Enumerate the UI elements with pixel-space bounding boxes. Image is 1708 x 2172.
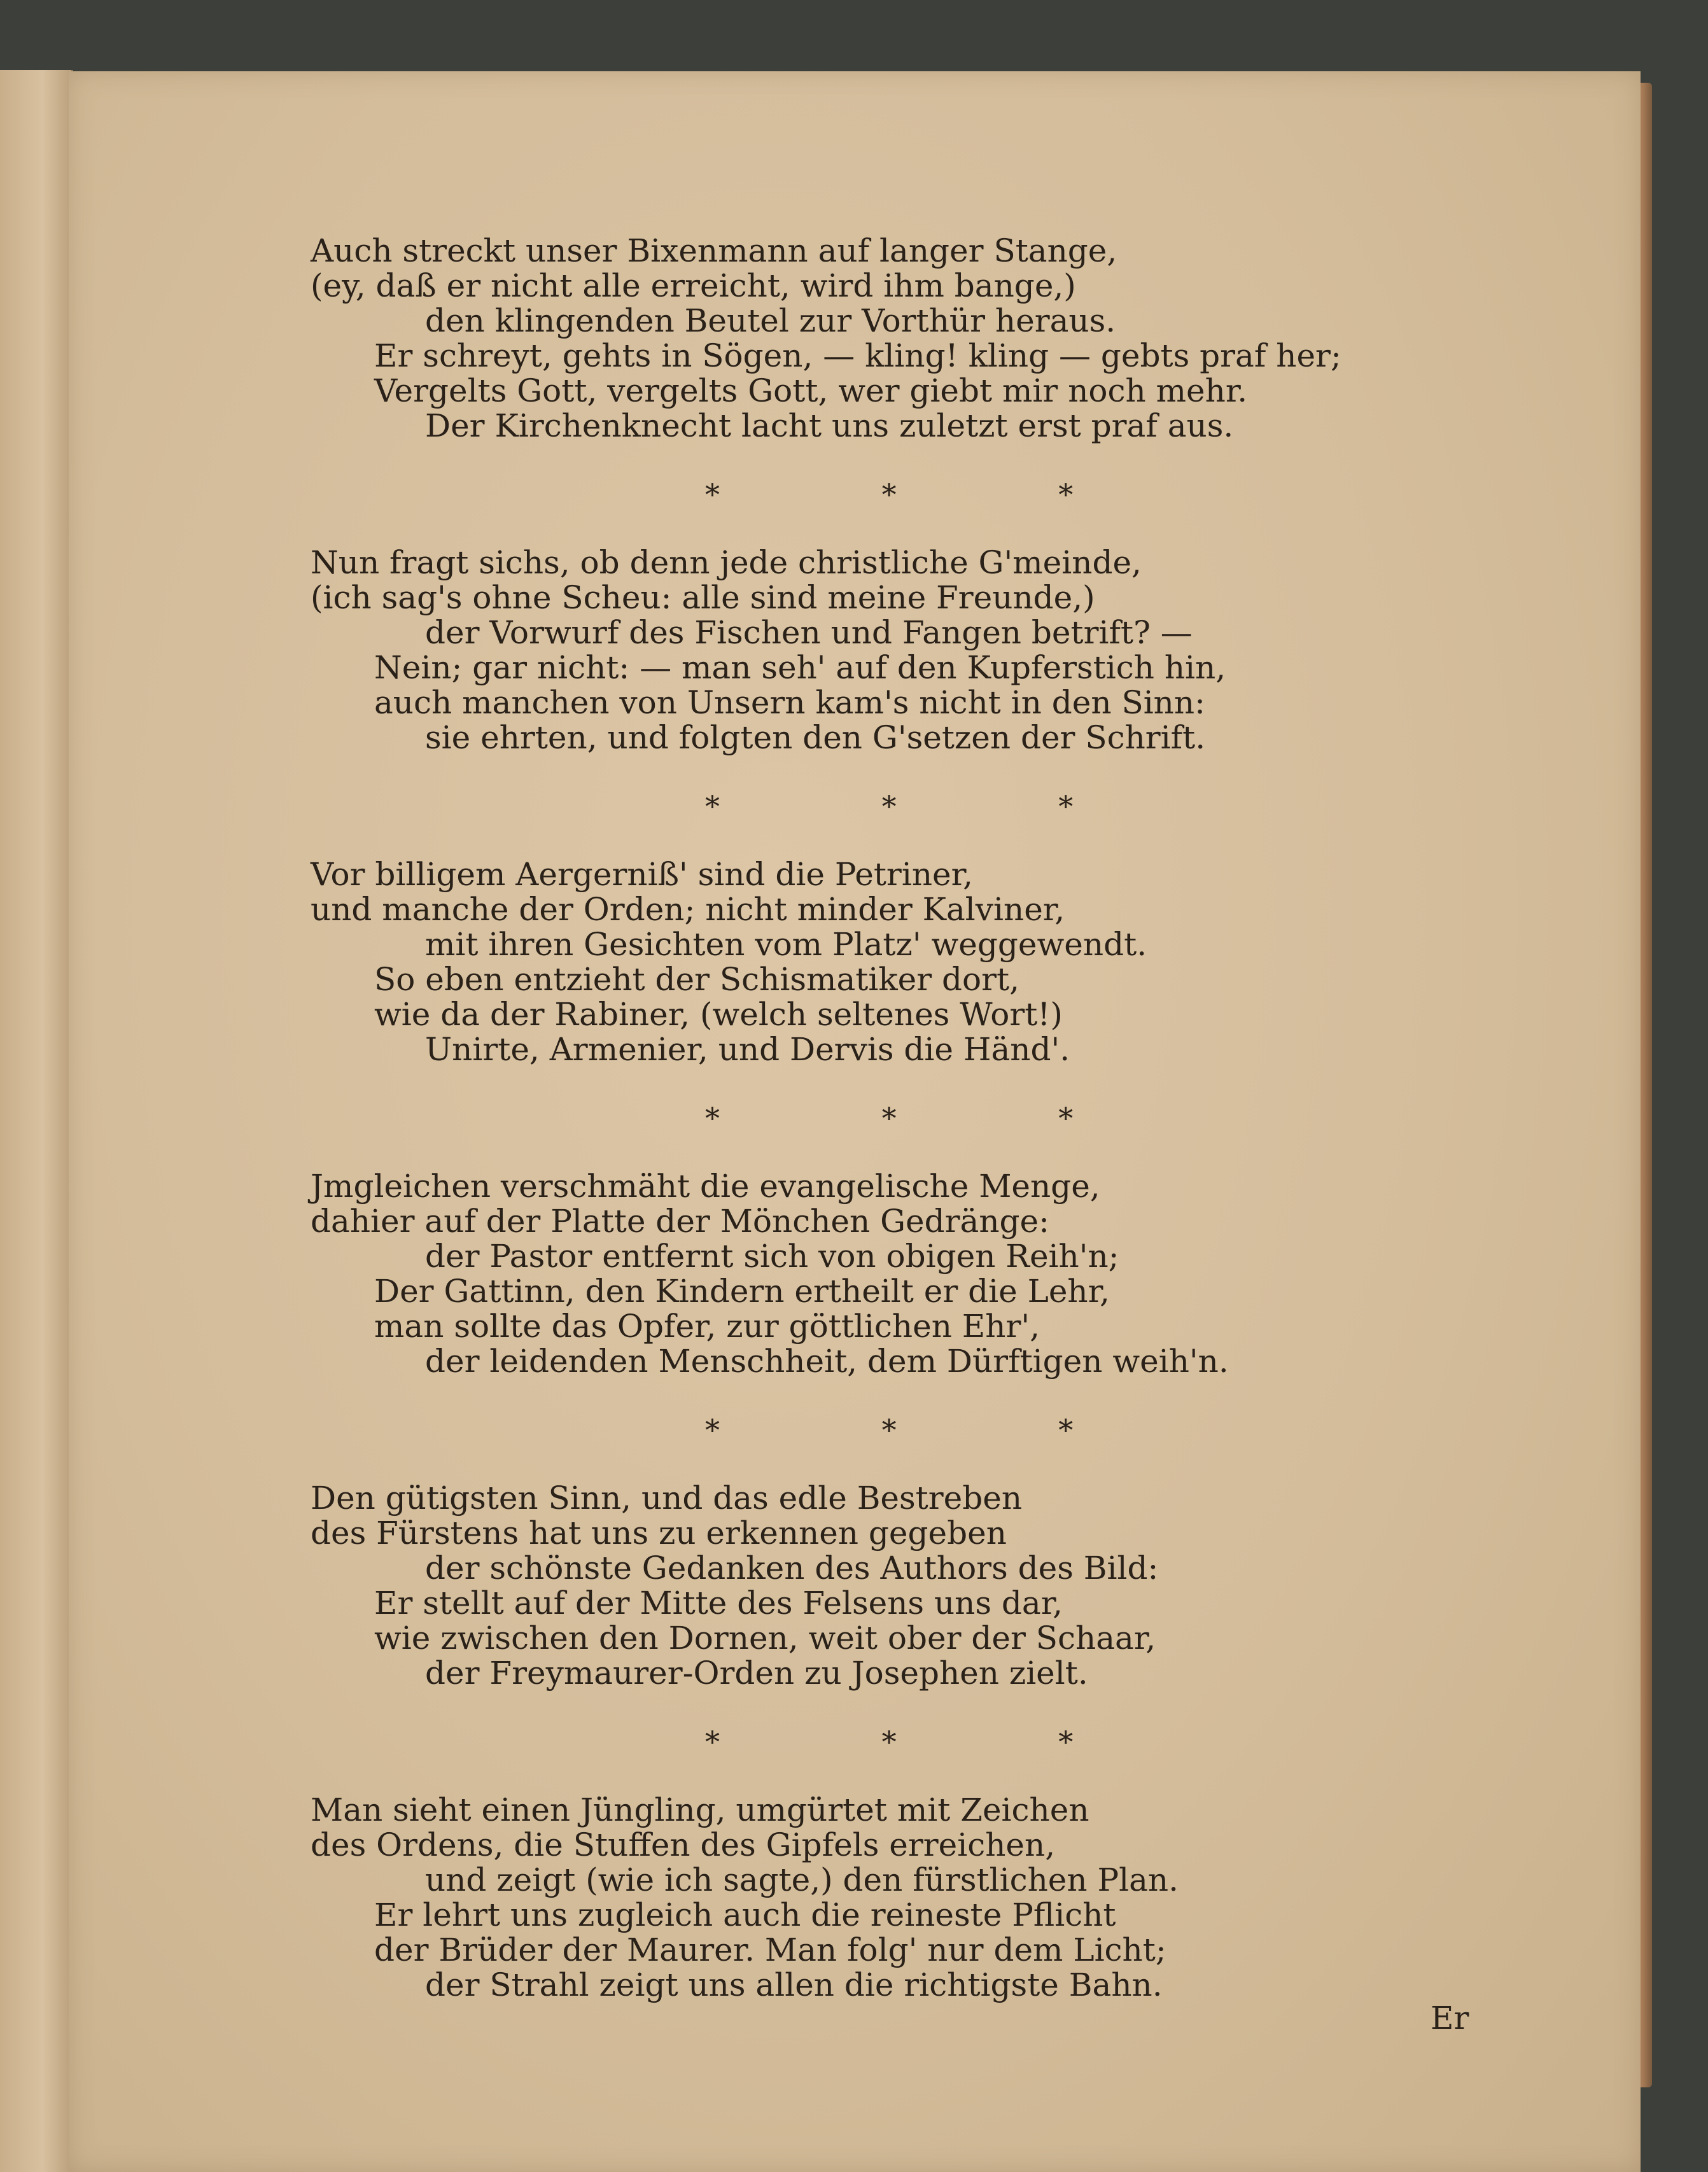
verse-line: (ich sag's ohne Scheu: alle sind meine Freunde,) (311, 579, 1095, 616)
verse-line: So eben entzieht der Schismatiker dort, (374, 961, 1020, 998)
verse-line: Er lehrt uns zugleich auch die reineste Pflicht (374, 1896, 1116, 1933)
verse-line: der schönste Gedanken des Authors des Bild: (425, 1550, 1159, 1587)
verse-line: Vor billigem Aergerniß' sind die Petriner, (311, 856, 973, 893)
verse-line: wie zwischen den Dornen, weit ober der Schaar, (374, 1620, 1156, 1657)
verse-line: Der Gattinn, den Kindern ertheilt er die Lehr, (374, 1273, 1110, 1310)
stanza-3 (311, 857, 1520, 1067)
verse-line: und zeigt (wie ich sagte,) den fürstlichen Plan. (425, 1861, 1179, 1898)
verse-line: der leidenden Menschheit, dem Dürftigen weih'n. (425, 1343, 1229, 1380)
facing-page-edge (0, 70, 73, 2172)
verse-line: man sollte das Opfer, zur göttlichen Ehr', (374, 1308, 1040, 1345)
stanza-divider: * * * (705, 1725, 1150, 1759)
stanza-4 (311, 1169, 1520, 1379)
verse-line: wie da der Rabiner, (welch seltenes Wort!) (374, 996, 1063, 1033)
stanza-divider: * * * (705, 1413, 1150, 1447)
verse-line: mit ihren Gesichten vom Platz' weggewendt. (425, 926, 1147, 963)
poem-text (311, 234, 1520, 2003)
verse-line: (ey, daß er nicht alle erreicht, wird ihm bange,) (311, 267, 1076, 304)
verse-line: der Freymaurer-Orden zu Josephen zielt. (425, 1655, 1088, 1692)
verse-line: der Pastor entfernt sich von obigen Reih'n; (425, 1238, 1119, 1275)
verse-line: des Fürstens hat uns zu erkennen gegeben (311, 1515, 1007, 1552)
verse-line: Man sieht einen Jüngling, umgürtet mit Zeichen (311, 1791, 1089, 1828)
catchword: Er (1431, 2000, 1469, 2036)
stanza-5 (311, 1481, 1520, 1691)
verse-line: Nun fragt sichs, ob denn jede christliche G'meinde, (311, 544, 1142, 581)
verse-line: dahier auf der Platte der Mönchen Gedränge: (311, 1203, 1049, 1240)
verse-line: sie ehrten, und folgten den G'setzen der Schrift. (425, 719, 1206, 756)
verse-line: Jmgleichen verschmäht die evangelische Menge, (311, 1168, 1100, 1205)
stanza-1 (311, 234, 1520, 444)
stanza-divider: * * * (705, 1101, 1150, 1135)
stanza-6 (311, 1793, 1520, 2003)
verse-line: Den gütigsten Sinn, und das edle Bestreben (311, 1480, 1023, 1517)
verse-line: des Ordens, die Stuffen des Gipfels erreichen, (311, 1826, 1056, 1863)
verse-line: Nein; gar nicht: — man seh' auf den Kupferstich hin, (374, 649, 1226, 686)
book-page (69, 71, 1641, 2172)
stanza-divider: * * * (705, 789, 1150, 823)
verse-line: der Strahl zeigt uns allen die richtigste Bahn. (425, 1966, 1163, 2003)
verse-line: Unirte, Armenier, und Dervis die Händ'. (425, 1031, 1070, 1068)
stanza-divider: * * * (705, 477, 1150, 512)
verse-line: Er stellt auf der Mitte des Felsens uns dar, (374, 1585, 1063, 1622)
verse-line: auch manchen von Unsern kam's nicht in den Sinn: (374, 684, 1205, 721)
verse-line: und manche der Orden; nicht minder Kalviner, (311, 891, 1065, 928)
verse-line: Vergelts Gott, vergelts Gott, wer giebt mir noch mehr. (374, 372, 1248, 409)
stanza-2 (311, 545, 1520, 755)
verse-line: der Brüder der Maurer. Man folg' nur dem Licht; (374, 1931, 1166, 1968)
verse-line: der Vorwurf des Fischen und Fangen betrift? — (425, 614, 1193, 651)
verse-line: den klingenden Beutel zur Vorthür heraus. (425, 302, 1116, 339)
verse-line: Er schreyt, gehts in Sögen, — kling! kling — gebts praf her; (374, 337, 1341, 374)
verse-line: Auch streckt unser Bixenmann auf langer Stange, (311, 232, 1117, 269)
verse-line: Der Kirchenknecht lacht uns zuletzt erst praf aus. (425, 407, 1234, 444)
